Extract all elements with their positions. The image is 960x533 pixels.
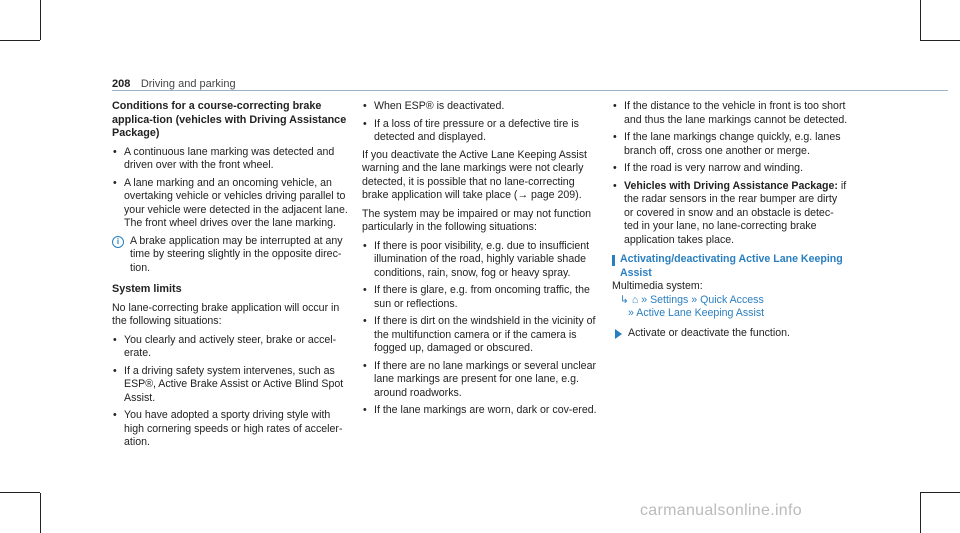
list-item: • If there are no lane markings or several unclear lane markings are present for one lane, e.g. around roadworks. (362, 360, 598, 401)
list-item: • If the road is very narrow and winding. (612, 162, 848, 176)
bullet-list (112, 334, 348, 450)
home-icon: ⌂ (631, 293, 639, 306)
list-item: • You have adopted a sporty driving style with high cornering speeds or high rates of acceler-ation. (112, 409, 348, 450)
crop-mark (0, 40, 40, 41)
note (112, 235, 348, 276)
list-item: • If there is dirt on the windshield in the vicinity of the multifunction camera or if the camera is fogged up, damaged or obscured. (362, 315, 598, 356)
right-column (612, 100, 848, 340)
list-item: • You clearly and actively steer, brake or accel-erate. (112, 334, 348, 361)
list-item: • If a driving safety system intervenes, such as ESP®, Active Brake Assist or Active Blind Spot Assist. (112, 365, 348, 406)
package-label: Vehicles with Driving Assistance Package: (624, 179, 838, 192)
list-item: • When ESP® is deactivated. (362, 100, 598, 114)
menu-quick-access: Quick Access (700, 293, 764, 306)
paragraph: The system may be impaired or may not function particularly in the following situations: (362, 207, 592, 233)
crop-mark (920, 40, 960, 41)
list-item: • If the lane markings are worn, dark or cov-ered. (362, 404, 598, 418)
menu-path (612, 307, 848, 321)
action-step (612, 327, 848, 341)
left-column (112, 100, 348, 454)
list-item (612, 180, 848, 248)
chevron-right-icon: » (691, 293, 698, 306)
list-item: • If there is glare, e.g. from oncoming traffic, the sun or reflections. (362, 284, 598, 311)
chevron-right-icon: » (628, 307, 634, 319)
crop-mark (920, 0, 921, 40)
crop-mark (40, 0, 41, 40)
action-arrow-icon (615, 329, 622, 339)
page-number: 208 (112, 78, 131, 90)
bullet-list (112, 146, 348, 231)
procedure-heading: Activating/deactivating Active Lane Keeping Assist (612, 253, 848, 280)
paragraph: If you deactivate the Active Lane Keeping Assist warning and the lane markings were not clearly detected, it is possible that no lane-correcting brake application will take place (→ page 209). (362, 148, 587, 201)
paragraph: No lane-correcting brake application will occur in the following situations: (112, 301, 340, 327)
page-header (112, 74, 948, 91)
list-item: • A continuous lane marking was detected and driven over with the front wheel. (112, 146, 348, 173)
note-text: A brake application may be interrupted at any time by steering slightly in the opposite direc-tion. (130, 234, 343, 274)
list-item: • A lane marking and an oncoming vehicle, an overtaking vehicle or vehicles driving parallel to your vehicle were detected in the adjacent lane. The front wheel drives over the lane marking. (112, 177, 348, 231)
crop-mark (40, 493, 41, 533)
watermark: carmanualsonline.info (640, 502, 802, 519)
crop-mark (920, 492, 960, 493)
section-heading: Conditions for a course-correcting brake applica-tion (vehicles with Driving Assistance Package) (112, 100, 347, 139)
bullet-list (612, 100, 848, 247)
bullet-list (362, 100, 598, 145)
list-item: • If the lane markings change quickly, e.g. lanes branch off, cross one another or merge. (612, 131, 848, 158)
action-text: Activate or deactivate the function. (628, 326, 790, 339)
list-item: • If there is poor visibility, e.g. due to insufficient illumination of the road, highly variable shade conditions, rain, snow, fog or heavy spray. (362, 240, 598, 281)
bullet-list (362, 240, 598, 418)
middle-column (362, 100, 598, 422)
list-item: • If the distance to the vehicle in front is too short and thus the lane markings cannot be detected. (612, 100, 848, 127)
menu-lane-keeping: Active Lane Keeping Assist (636, 307, 765, 319)
system-label: Multimedia system: (612, 280, 703, 292)
arrow-right-icon: ↳ (620, 293, 629, 306)
menu-settings: Settings (650, 293, 689, 306)
section-title: Driving and parking (140, 78, 236, 90)
chevron-right-icon: » (641, 293, 648, 306)
info-icon: i (112, 236, 124, 248)
crop-mark (0, 492, 40, 493)
crop-mark (920, 493, 921, 533)
list-item: • If a loss of tire pressure or a defective tire is detected and displayed. (362, 118, 598, 145)
menu-path (612, 294, 848, 308)
section-heading: System limits (112, 283, 182, 295)
package-text: if the radar sensors in the rear bumper are dirty or covered in snow and an obstacle is detec-ted in your lane, no lane-correcting brake application takes place. (624, 179, 847, 246)
